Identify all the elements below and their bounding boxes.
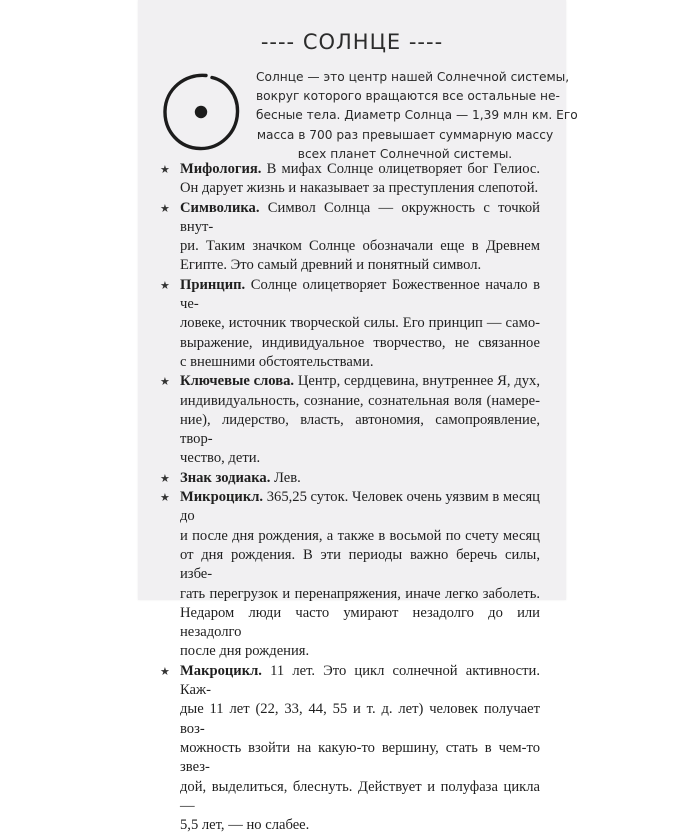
text-line: от дня рождения. В эти периоды важно беречь силы, избе- bbox=[180, 546, 540, 583]
text-line bbox=[180, 199, 540, 238]
text-segment: 365,25 суток. Человек очень уязвим в месяц до bbox=[180, 489, 540, 525]
text-segment: Солнце олицетворяет Божественное начало в че- bbox=[180, 276, 540, 313]
list-item-macrocycle bbox=[138, 662, 566, 835]
list-item-term: Микроцикл. bbox=[180, 489, 264, 506]
list-item-principle bbox=[138, 276, 566, 372]
star-bullet-icon: ★ bbox=[160, 664, 170, 678]
text-line: дые 11 лет (22, 33, 44, 55 и т. д. лет) человек получает воз- bbox=[180, 701, 540, 737]
text-line bbox=[180, 160, 540, 179]
text-line: Он дарует жизнь и наказывает за преступления слепотой. bbox=[180, 180, 539, 197]
text-line: 5,5 лет, — но слабее. bbox=[180, 817, 310, 834]
intro-line: Солнце — это центр нашей Солнечной системы, bbox=[256, 70, 570, 84]
text-line: и после дня рождения, а также в восьмой по счету месяц bbox=[180, 527, 540, 544]
text-line: индивидуальность, сознание, сознательная воля (намере- bbox=[180, 392, 540, 409]
bullet-list bbox=[138, 160, 566, 835]
star-bullet-icon: ★ bbox=[160, 163, 170, 176]
list-item-term: Мифология. bbox=[180, 161, 262, 177]
text-line: ние), лидерство, власть, автономия, самопроявление, твор- bbox=[180, 411, 540, 448]
intro-paragraph bbox=[256, 68, 578, 164]
intro-line: бесные тела. Диаметр Солнца — 1,39 млн км. Его bbox=[256, 108, 578, 123]
list-item-term: Символика. bbox=[180, 199, 260, 216]
text-line bbox=[180, 488, 540, 527]
page-title: ---- СОЛНЦЕ ---- bbox=[260, 30, 444, 54]
text-line: чество, дети. bbox=[180, 450, 261, 467]
text-line: с внешними обстоятельствами. bbox=[180, 353, 374, 370]
text-line bbox=[180, 276, 540, 315]
text-line: дой, выделиться, блеснуть. Действует и полуфаза цикла — bbox=[180, 778, 540, 814]
text-segment: Лев. bbox=[270, 469, 301, 486]
text-line: Египте. Это самый древний и понятный символ. bbox=[180, 257, 482, 274]
text-line: Недаром люди часто умирают незадолго до или незадолго bbox=[180, 604, 540, 641]
text-line: ри. Таким значком Солнце обозначали еще в Древнем bbox=[180, 238, 540, 255]
list-item-term: Ключевые слова. bbox=[180, 373, 295, 390]
text-segment: Центр, сердцевина, внутреннее Я, дух, bbox=[294, 373, 541, 390]
intro-line: вокруг которого вращаются все остальные не- bbox=[256, 89, 560, 104]
intro-line: всех планет Солнечной системы. bbox=[297, 146, 513, 161]
text-line bbox=[180, 372, 540, 391]
list-item-text bbox=[180, 662, 540, 835]
list-item-mythology bbox=[138, 160, 566, 199]
text-line bbox=[180, 662, 540, 701]
book-page bbox=[138, 0, 578, 834]
list-item-term: Принцип. bbox=[180, 276, 246, 293]
text-line: после дня рождения. bbox=[180, 643, 310, 660]
list-item-text bbox=[180, 199, 540, 276]
list-item-text bbox=[180, 488, 540, 662]
sun-symbol-icon bbox=[160, 71, 242, 153]
star-bullet-icon: ★ bbox=[160, 375, 170, 389]
text-segment: 11 лет. Это цикл солнечной активности. Каж- bbox=[180, 662, 540, 699]
star-bullet-icon: ★ bbox=[160, 201, 170, 215]
intro-line: масса в 700 раз превышает суммарную массу bbox=[256, 127, 554, 142]
star-bullet-icon: ★ bbox=[160, 471, 170, 485]
text-line: можность взойти на какую-то вершину, стать в чем-то звез- bbox=[180, 739, 540, 776]
list-item-term: Макроцикл. bbox=[180, 662, 262, 679]
list-item-symbolism bbox=[138, 199, 566, 276]
list-item-text bbox=[180, 160, 540, 199]
text-line: ловеке, источник творческой силы. Его принцип — само- bbox=[180, 315, 540, 332]
list-item-microcycle bbox=[138, 488, 566, 662]
text-line: выражение, индивидуальное творчество, не связанное bbox=[180, 334, 540, 351]
list-item-keywords bbox=[138, 372, 566, 468]
list-item-term: Знак зодиака. bbox=[180, 469, 271, 486]
text-line: гать перегрузок и перенапряжения, иначе легко заболеть. bbox=[180, 585, 540, 602]
text-segment: Символ Солнца — окружность с точкой внут- bbox=[180, 199, 540, 235]
star-bullet-icon: ★ bbox=[160, 491, 170, 505]
list-item-zodiac-sign bbox=[138, 469, 566, 488]
star-bullet-icon: ★ bbox=[160, 278, 170, 292]
list-item-text bbox=[180, 469, 540, 488]
list-item-text bbox=[180, 276, 540, 372]
text-segment: В мифах Солнце олицетворяет бог Гелиос. bbox=[261, 161, 540, 177]
text-line bbox=[180, 469, 540, 488]
list-item-text bbox=[180, 372, 540, 468]
